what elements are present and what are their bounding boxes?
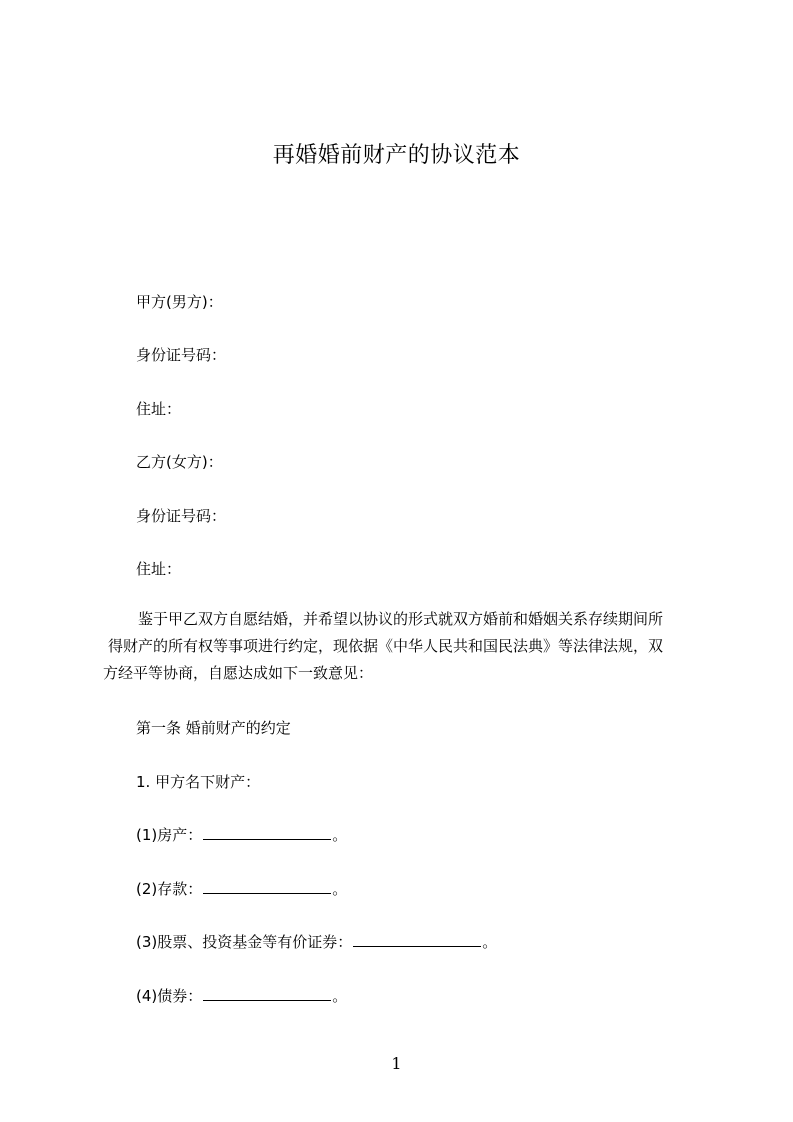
item-bonds-line — [136, 985, 347, 1007]
item-deposit-suffix: 。 — [332, 880, 348, 898]
document-title: 再婚婚前财产的协议范本 — [272, 143, 521, 168]
item-securities-blank — [353, 932, 481, 947]
item-property-line — [136, 824, 347, 846]
preamble-line-3: 方经平等协商，自愿达成如下一致意见： — [103, 664, 374, 682]
preamble-line-1: 鉴于甲乙双方自愿结婚，并希望以协议的形式就双方婚前和婚姻关系存续期间所 — [138, 610, 664, 628]
party-b-address-label: 住址： — [136, 560, 182, 578]
party-b-id-label: 身份证号码： — [136, 507, 227, 525]
item-bonds-label: (4)债券： — [136, 987, 203, 1005]
item-deposit-line — [136, 878, 347, 900]
item-securities-suffix: 。 — [482, 933, 498, 951]
article-1-heading: 第一条 婚前财产的约定 — [136, 719, 291, 737]
item-deposit-blank — [203, 879, 331, 894]
item-property-label: (1)房产： — [136, 826, 203, 844]
party-b-label: 乙方(女方)： — [136, 453, 223, 471]
party-a-address-label: 住址： — [136, 400, 182, 418]
item-1-heading: 1. 甲方名下财产： — [136, 773, 261, 791]
item-bonds-blank — [203, 986, 331, 1001]
party-a-label: 甲方(男方)： — [136, 293, 223, 311]
preamble-paragraph — [103, 606, 688, 687]
preamble-line-2: 得财产的所有权等事项进行约定，现依据《中华人民共和国民法典》等法律法规，双 — [108, 637, 664, 655]
item-deposit-label: (2)存款： — [136, 880, 203, 898]
item-property-blank — [203, 825, 331, 840]
item-securities-label: (3)股票、投资基金等有价证券： — [136, 933, 353, 951]
item-securities-line — [136, 931, 497, 953]
item-bonds-suffix: 。 — [332, 987, 348, 1005]
page-number: 1 — [391, 1054, 402, 1073]
item-property-suffix: 。 — [332, 826, 348, 844]
party-a-id-label: 身份证号码： — [136, 346, 227, 364]
